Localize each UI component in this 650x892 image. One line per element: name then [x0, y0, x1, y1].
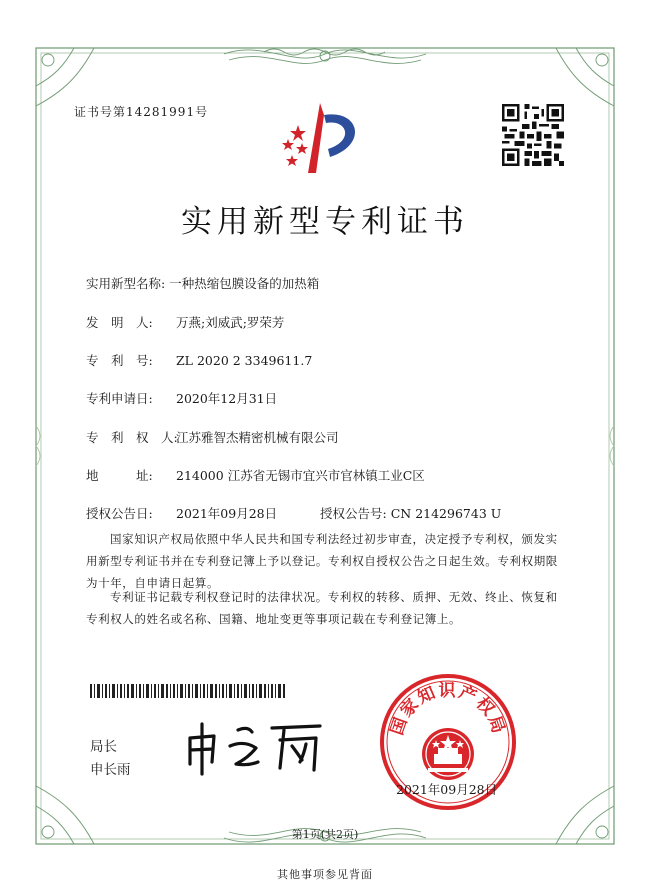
field-value: 2020年12月31日 — [176, 391, 278, 406]
field-label: 授权公告日: — [86, 506, 153, 521]
field-value: 一种热缩包膜设备的加热箱 — [169, 276, 320, 291]
field-value: 江苏雅智杰精密机械有限公司 — [176, 430, 339, 445]
document-title: 实用新型专利证书 — [181, 204, 469, 240]
field-value: ZL 2020 2 3349611.7 — [176, 353, 313, 368]
paragraph-legal-status: 专利证书记载专利权登记时的法律状况。专利权的转移、质押、无效、终止、恢复和专利权人的姓名或名称、国籍、地址变更等事项记载在专利登记簿上。 — [86, 590, 558, 626]
page-number: 第1页(共2页) — [291, 828, 359, 841]
field-grant-date — [86, 504, 277, 522]
field-value: 214000 江苏省无锡市宜兴市官林镇工业C区 — [176, 468, 425, 483]
field-label: 发 明 人: — [86, 315, 153, 330]
director-title: 局长 — [90, 739, 117, 755]
director-name: 申长雨 — [90, 762, 131, 778]
field-label: 实用新型名称: — [86, 276, 166, 291]
cnipa-logo-icon — [268, 95, 373, 175]
field-utility-model-name — [86, 274, 319, 292]
field-label: 授权公告号: — [320, 506, 387, 521]
footer-note: 其他事项参见背面 — [277, 868, 373, 881]
field-patent-number — [86, 351, 312, 369]
field-label: 地 址: — [86, 468, 153, 483]
field-label: 专 利 权 人: — [86, 430, 178, 445]
qr-code-icon — [502, 104, 564, 166]
barcode-icon — [90, 684, 286, 698]
certificate-number: 证书号第14281991号 — [74, 105, 209, 119]
field-value: 2021年09月28日 — [176, 506, 278, 521]
field-value: CN 214296743 U — [390, 506, 502, 521]
field-value: 万燕;刘威武;罗荣芳 — [176, 315, 285, 330]
field-application-date — [86, 389, 277, 407]
field-label: 专利申请日: — [86, 391, 153, 406]
field-address — [86, 466, 425, 484]
signature-icon — [180, 716, 330, 776]
seal-date: 2021年09月28日 — [396, 782, 498, 797]
field-inventors — [86, 313, 284, 331]
field-label: 专 利 号: — [86, 353, 153, 368]
field-grant-number — [320, 504, 501, 522]
paragraph-grant-statement: 国家知识产权局依照中华人民共和国专利法经过初步审查，决定授予专利权，颁发实用新型专利证书并在专利登记簿上予以登记。专利权自授权公告之日起生效。专利权期限为十年，自申请日起算。 — [86, 532, 558, 590]
seal-text: 国家知识产权局 — [387, 681, 509, 738]
field-patentee — [86, 428, 339, 446]
